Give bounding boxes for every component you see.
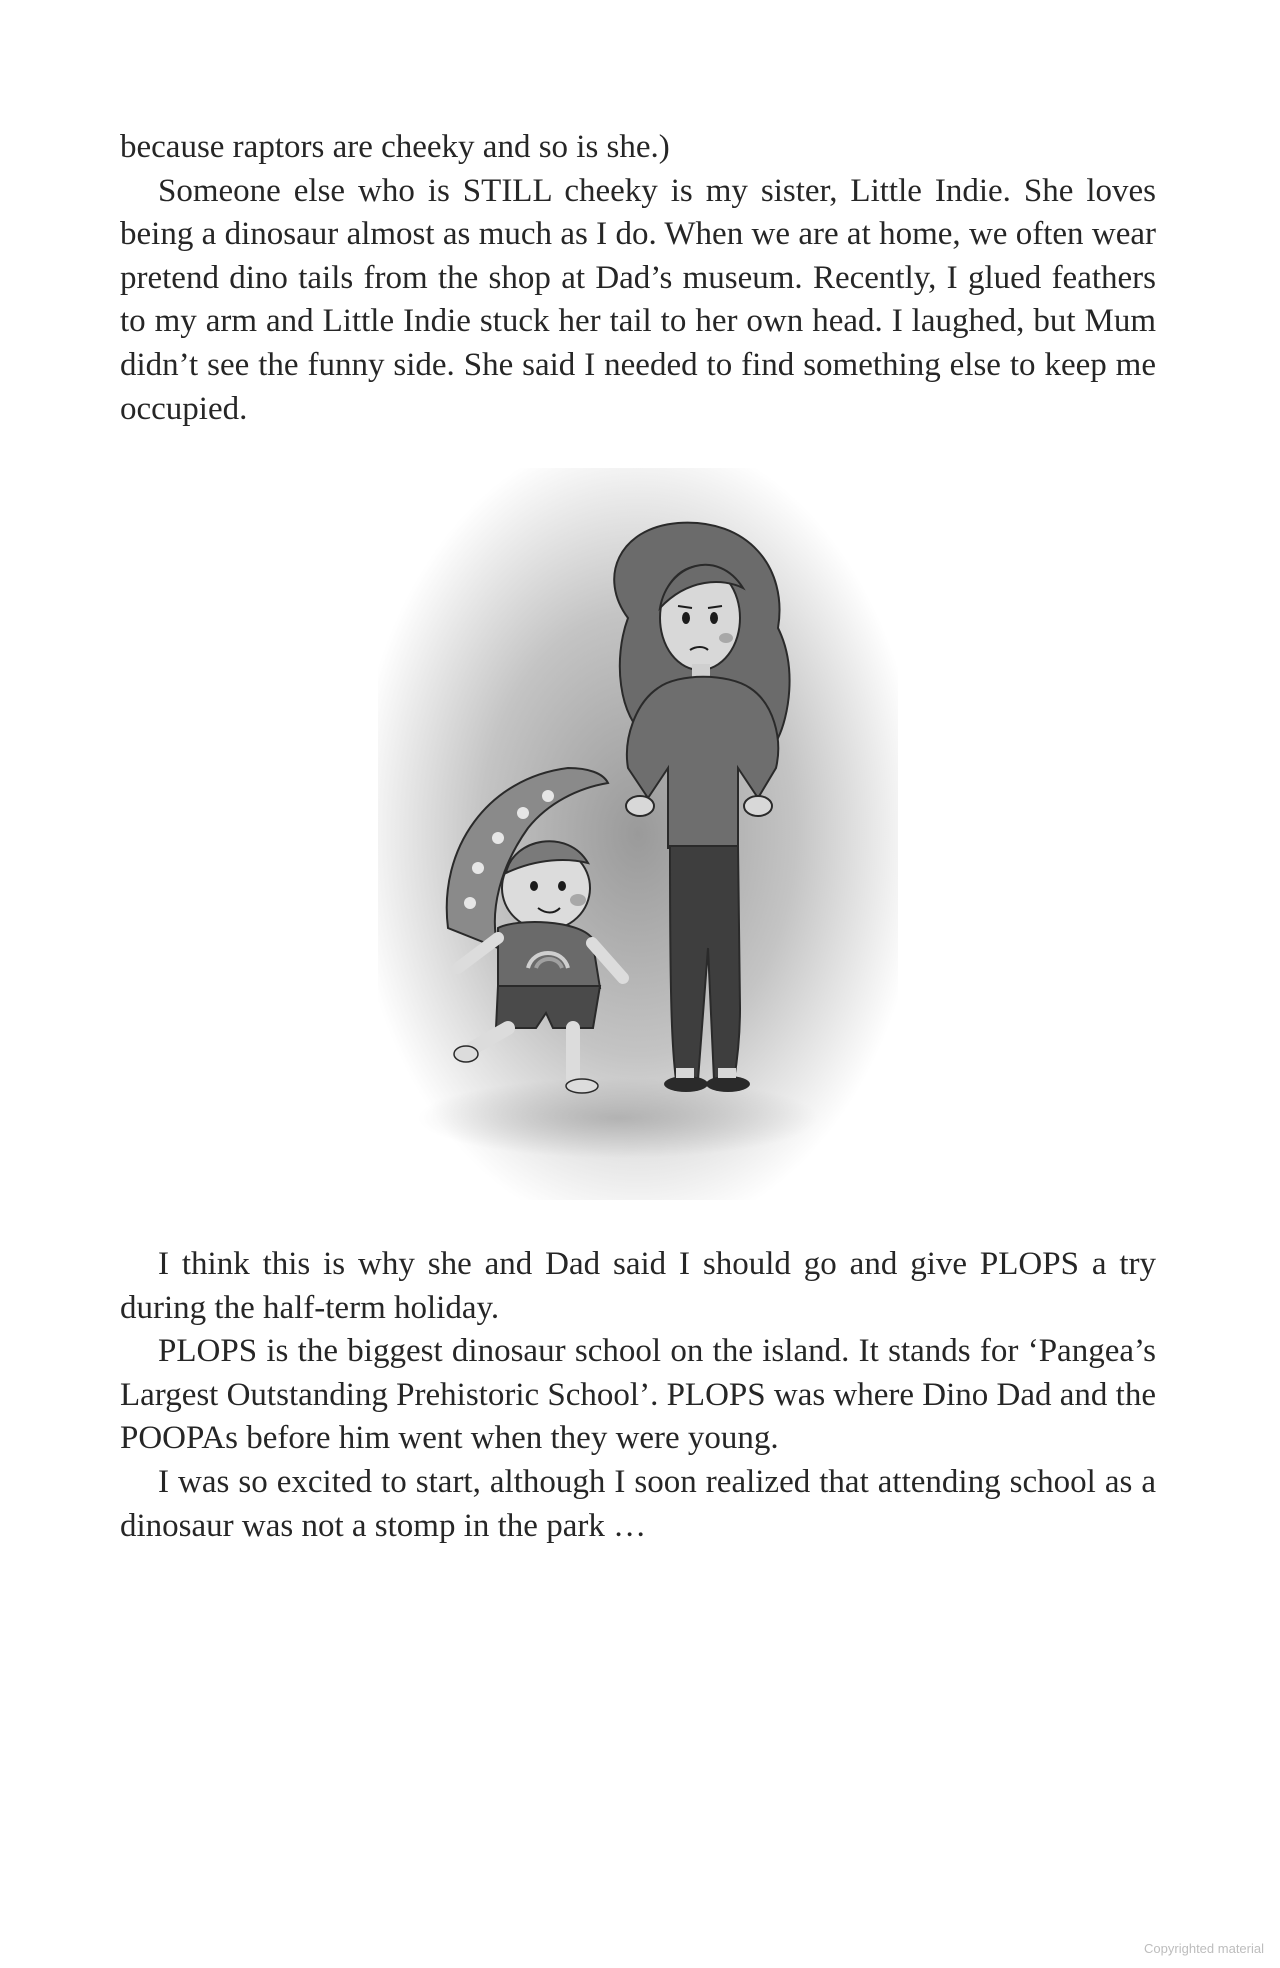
paragraph-excited-to-start: I was so excited to start, although I soon realized that attending school as a dinosaur was not a stomp in the park …	[120, 1463, 1156, 1544]
paragraph-plops-try: I think this is why she and Dad said I should go and give PLOPS a try during the half-term holiday.	[120, 1246, 1156, 1326]
paragraph-continued: because raptors are cheeky and so is she.)	[120, 129, 670, 165]
top-text-block	[120, 126, 1156, 431]
copyright-notice: Copyrighted material	[1144, 1941, 1264, 1956]
paragraph-little-indie: Someone else who is STILL cheeky is my sister, Little Indie. She loves being a dinosaur almost as much as I do. When we are at home, we often wear pretend dino tails from the shop at Dad’s museum. Recently, I glued feathers to my arm and Little Indie stuck her tail to her own head. I laughed, but Mum didn’t see the funny side. She said I needed to find something else to keep me occupied.	[120, 172, 1156, 427]
illustration-mum-and-little-indie	[378, 468, 898, 1200]
bottom-text-block	[120, 1243, 1156, 1548]
paragraph-plops-school: PLOPS is the biggest dinosaur school on the island. It stands for ‘Pangea’s Largest Outstanding Prehistoric School’. PLOPS was where Dino Dad and the POOPAs before him went when they were young.	[120, 1333, 1156, 1457]
